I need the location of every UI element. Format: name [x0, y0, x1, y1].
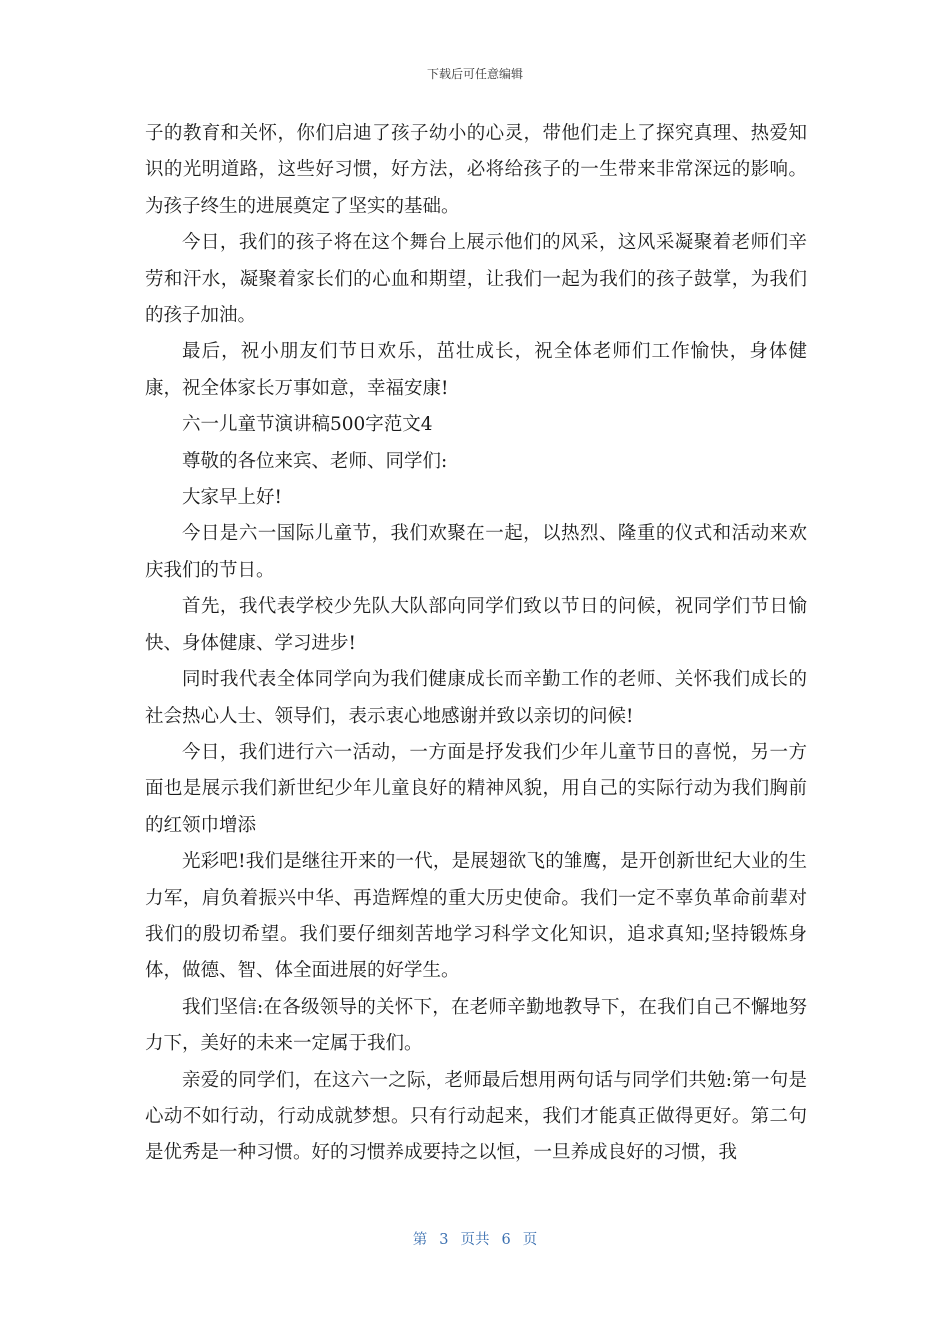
total-pages-number: 6: [501, 1232, 511, 1248]
paragraph-12: 我们坚信:在各级领导的关怀下，在老师辛勤地教导下，在我们自己不懈地努力下，美好的未来一定属于我们。: [145, 996, 807, 1055]
page-header: 下载后可任意编辑: [426, 67, 523, 81]
paragraph-8: 首先，我代表学校少先队大队部向同学们致以节日的问候，祝同学们节日愉快、身体健康、学习进步!: [145, 596, 807, 654]
paragraph-3: 最后，祝小朋友们节日欢乐，茁壮成长，祝全体老师们工作愉快，身体健康，祝全体家长万事如意，幸福安康!: [145, 341, 807, 399]
paragraph-9: 同时我代表全体同学向为我们健康成长而辛勤工作的老师、关怀我们成长的社会热心人士、领导们，表示衷心地感谢并致以亲切的问候!: [145, 669, 807, 727]
paragraph-2: 今日，我们的孩子将在这个舞台上展示他们的风采，这风采凝聚着老师们辛劳和汗水，凝聚着家长们的心血和期望，让我们一起为我们的孩子鼓掌，为我们的孩子加油。: [145, 232, 807, 327]
section-title: 六一儿童节演讲稿500字范文4: [182, 414, 433, 436]
paragraph-1: 子的教育和关怀，你们启迪了孩子幼小的心灵，带他们走上了探究真理、热爱知识的光明道路，这些好习惯，好方法，必将给孩子的一生带来非常深远的影响。为孩子终生的进展奠定了坚实的基础。: [145, 123, 807, 217]
paragraph-10: 今日，我们进行六一活动，一方面是抒发我们少年儿童节日的喜悦，另一方面也是展示我们新世纪少年儿童良好的精神风貌，用自己的实际行动为我们胸前的红领巾增添: [145, 741, 807, 836]
current-page-number: 3: [439, 1232, 449, 1248]
paragraph-7: 今日是六一国际儿童节，我们欢聚在一起，以热烈、隆重的仪式和活动来欢庆我们的节日。: [145, 523, 807, 581]
salutation: 尊敬的各位来宾、老师、同学们:: [182, 450, 448, 472]
greeting: 大家早上好!: [182, 487, 282, 509]
page-footer: [0, 1230, 950, 1250]
page-label-suffix: 页: [522, 1232, 538, 1248]
paragraph-13: 亲爱的同学们，在这六一之际，老师最后想用两句话与同学们共勉:第一句是心动不如行动，行动成就梦想。只有行动起来，我们才能真正做得更好。第二句是优秀是一种习惯。好的习惯养成要持之以恒，一旦养成良好的习惯，我: [145, 1069, 807, 1164]
document-body: [145, 116, 807, 1172]
page-label-prefix: 第: [412, 1232, 428, 1248]
page-label-mid: 页共: [460, 1232, 490, 1248]
paragraph-11: 光彩吧!我们是继往开来的一代，是展翅欲飞的雏鹰，是开创新世纪大业的生力军，肩负着振兴中华、再造辉煌的重大历史使命。我们一定不辜负革命前辈对我们的殷切希望。我们要仔细刻苦地学习科学文化知识，追求真知;坚持锻炼身体，做德、智、体全面进展的好学生。: [145, 851, 807, 982]
